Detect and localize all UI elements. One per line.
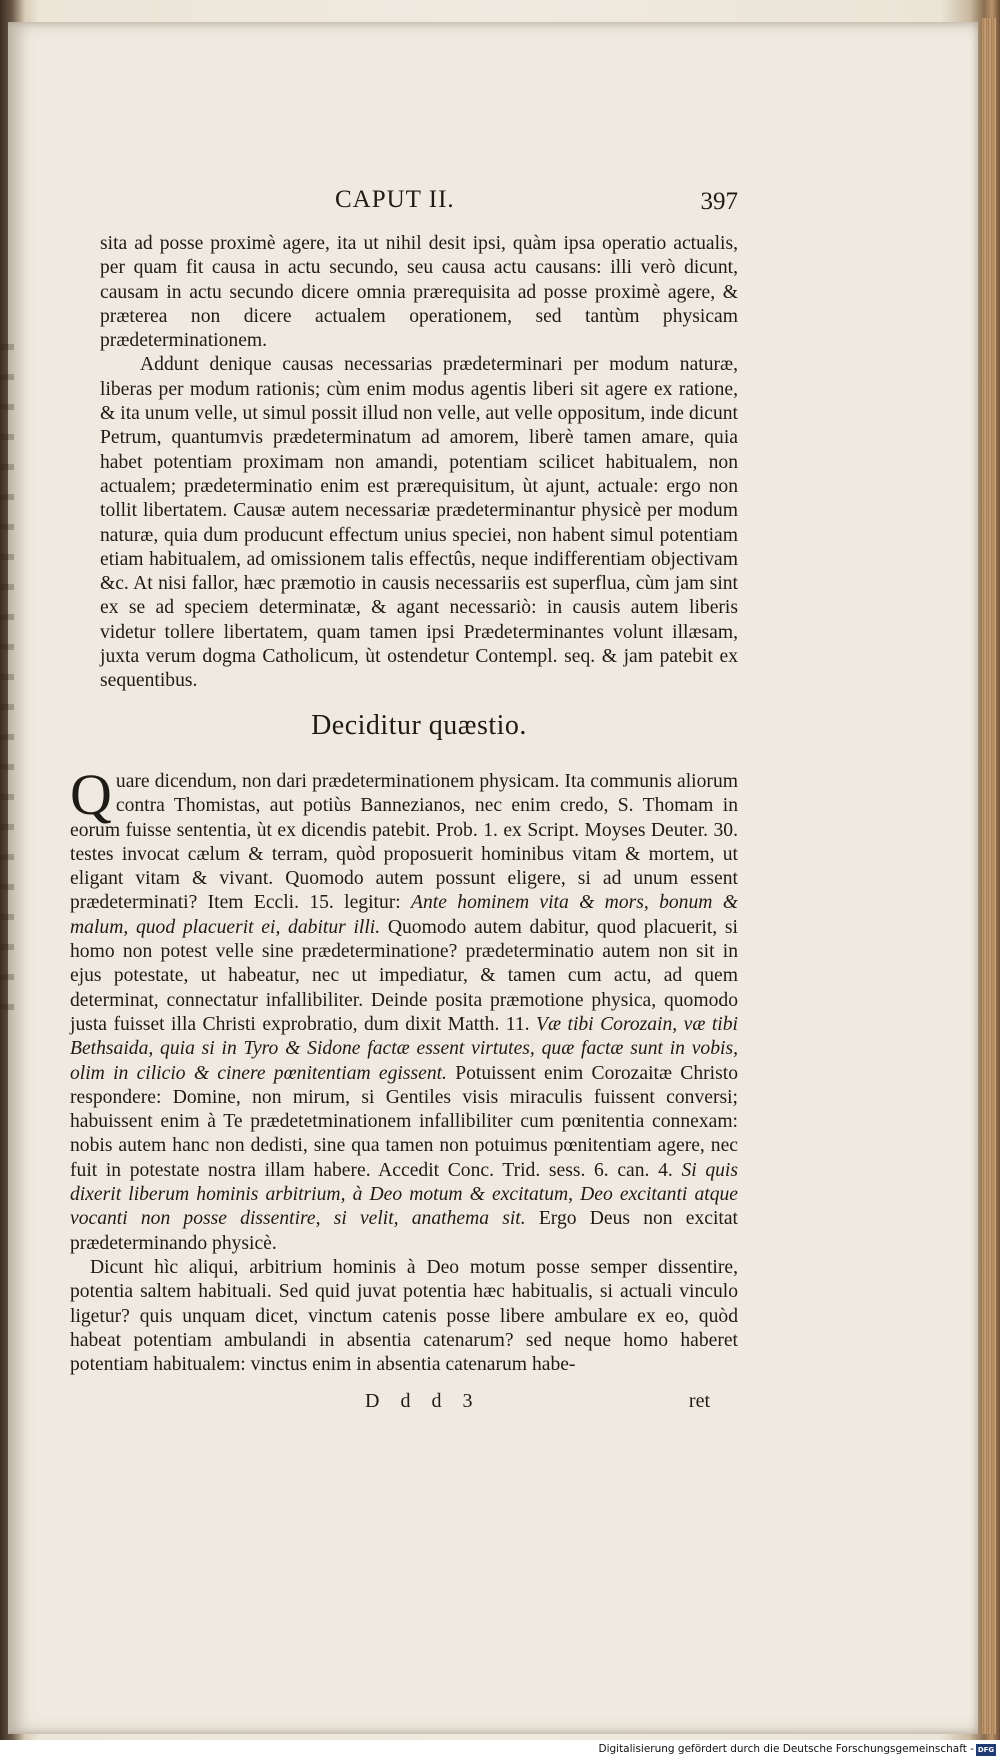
scripture-quote: Ante hominem vita & mors, bonum & malum, quod placuerit ei, dabitur illi. <box>70 892 738 938</box>
text-run: Potuissent enim Corozaitæ Christo respondere: Domine, non mirum, si Gentiles visis miraculis fuissent conversi; habuissent enim à Te prædetetminationem infallibiliter cum pœnitentia connexam: nobis autem hanc non dedisti, sine qua tamen non potuimus pœnitentiam agere, nec fuit in potestate nostra illam habere. Accedit Conc. Trid. sess. 6. can. 4. <box>70 1062 738 1181</box>
running-head <box>100 186 738 226</box>
text-run: Ergo Deus non excitat prædeterminando physicè. <box>70 1208 738 1254</box>
continued-text <box>100 232 738 694</box>
page-edges <box>982 18 996 1734</box>
page-number: 397 <box>700 188 738 215</box>
page-footer <box>100 1390 738 1420</box>
paragraph-quare <box>70 762 738 1256</box>
paragraph-addunt: Addunt denique causas necessarias prædeterminari per modum naturæ, liberas per modum rationis; cùm enim modus agentis liberi sit agere ex ratione, & ita unum velle, ut simul possit illud non velle, aut velle oppositum, inde dicunt Petrum, quantumvis prædeterminatum ad amorem, liberè tamen amare, quia habet potentiam proximam non amandi, potentiam scilicet habitualem, non actualem; prædeterminatio enim est prærequisitum, ùt ajunt, actuale: ergo non tollit libertatem. Causæ autem necessariæ prædeterminantur physicè per modum naturæ, quia dum producunt effectum unius speciei, non habent simul potentiam etiam habitualem, ad omissionem talis effectûs, neque indifferentiam objectivam &c. At nisi fallor, hæc præmotio in causis necessariis est superflua, cùm jam sint ex se ad speciem determinatæ, & agant necessariò: in causis autem liberis videtur tollere libertatem, quam tamen ipsi Prædeterminantes volunt illæsam, juxta verum dogma Catholicum, ùt ostendetur Contempl. seq. & jam patebit ex sequentibus. <box>100 354 738 692</box>
margin-bleed-through <box>0 330 14 1030</box>
digitization-credit-bar <box>0 1740 1000 1760</box>
paragraph-continuation: sita ad posse proximè agere, ita ut nihil desit ipsi, quàm ipsa operatio actualis, per quam fit causa in actu secundo, seu causa actu causans: illi verò dicunt, causam in actu secundo dicere omnia prærequisita ad posse proximè agere, & præterea non dicere actualem operationem, sed tantùm physicam prædeterminationem. <box>100 233 738 352</box>
paragraph-dicunt: Dicunt hìc aliqui, arbitrium hominis à Deo motum posse semper dissentire, potentia saltem habituali. Sed quid juvat potentia hæc habitualis, si actuali vinculo ligetur? quis unquam dicet, vinctum catenis posse libere ambulare ex eo, quòd habeat potentiam ambulandi in absentia catenarum? sed neque homo haberet potentiam habitualem: vinctus enim in absentia catenarum habe- <box>70 1256 738 1376</box>
council-quote: Si quis dixerit liberum hominis arbitrium, à Deo motum & excitatum, Deo excitanti atque vocanti non posse dissentire, si velit, anathema sit. <box>70 1159 738 1230</box>
main-text <box>70 762 738 1377</box>
section-heading: Deciditur quæstio. <box>311 710 527 741</box>
dfg-logo: DFG <box>977 1746 995 1754</box>
catchword: ret <box>688 1390 710 1412</box>
signature-mark: D d d 3 <box>365 1390 481 1412</box>
credit-text: Digitalisierung gefördert durch die Deutsche Forschungsgemeinschaft - <box>598 1743 974 1755</box>
text-run: Quomodo autem dabitur, quod placuerit, si homo non potest velle sine prædeterminatione? prædeterminatio autem non sit in ejus potestate, ut habeatur, nec ut impediatur, & tamen cum actu, ad quem determinat, connectatur infallibiliter. Deinde posita præmotione physica, quomodo justa fuisset illa Christi exprobratio, dum dixit Matth. 11. <box>70 916 738 1035</box>
drop-cap: Q <box>70 762 112 827</box>
running-title: CAPUT II. <box>335 186 455 213</box>
scripture-quote: Væ tibi Corozain, væ tibi Bethsaida, quia si in Tyro & Sidone factæ essent virtutes, quæ factæ sunt in vobis, olim in cilicio & cinere pœnitentiam egissent. <box>70 1013 738 1084</box>
text-run: uare dicendum, non dari prædeterminationem physicam. Ita communis aliorum contra Thomistas, aut potiùs Bannezianos, nec enim credo, S. Thomam in eorum fuisse sententia, ùt ex dicendis patebit. Prob. 1. ex Script. Moyses Deuter. 30. testes invocat cælum & terram, quòd proposuerit hominibus vitam & mortem, ut eligant vitam & vivant. Quomodo autem possunt eligere, si ad unum essent prædeterminati? Item Eccli. 15. legitur: <box>70 771 738 914</box>
